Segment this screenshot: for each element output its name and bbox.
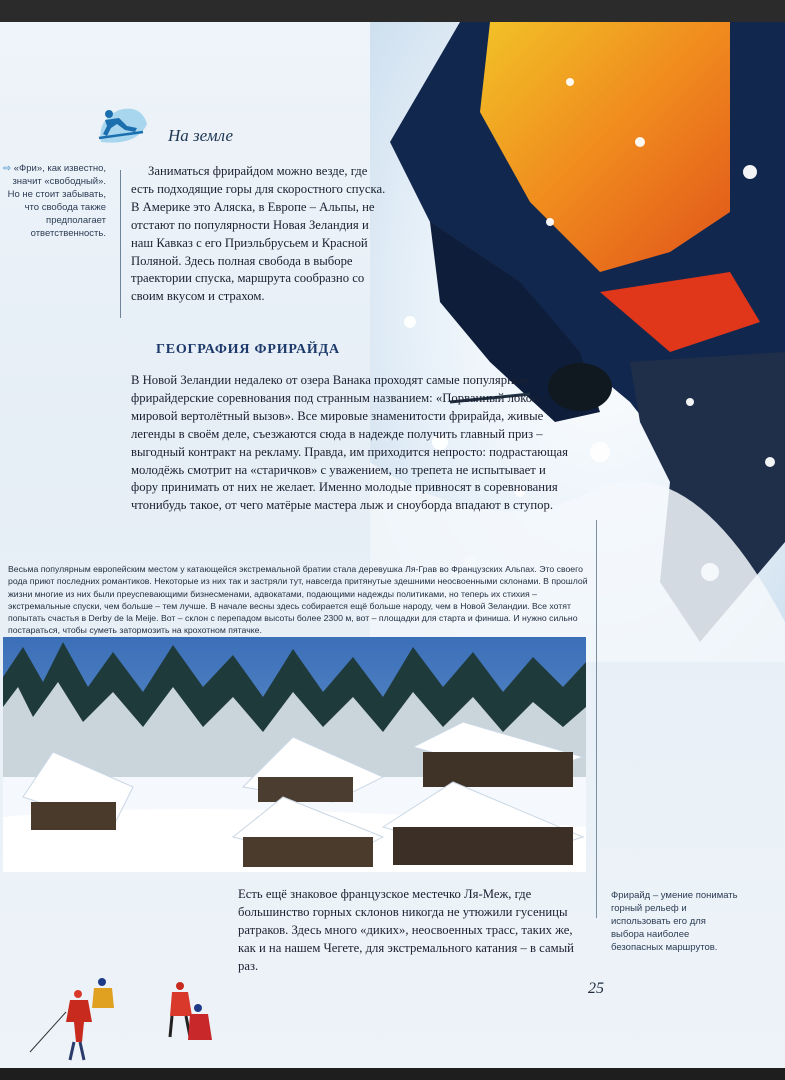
geo-paragraph: В Новой Зеландии недалеко от озера Ванака проходят самые популярные фрирайдерские соревнования под странным названием: «Порванный локон – мировой вертолётный вызов». Все мировые знаменитости фрирайда, живые легенды в своём деле, съезжаются сюда в надежде получить главный приз – выгодный контракт на рекламу. Правда, им приходится непросто: подрастающая молодёжь смотрит на «старичков» с уважением, но трепета не испытывает и фору принимать от них не желает. Именно молодые привносят в соревнования чтонибудь такое, от чего матёрые мастера лыж и сноуборда впадают в ступор. — [131, 373, 569, 513]
column-rule — [596, 520, 597, 918]
caption-paragraph: Весьма популярным европейским местом у катающейся экстремальной братии стала деревушка Ля-Грав во Французских Альпах. Это своего рода приют последних романтиков. Некоторые из них так и застряли тут, навсегда притянутые здешними неосвоенными склонами. В прошлой жизни многие из них были преуспевающими бизнесменами, адвокатами, подающими надежды политиками, но теперь их стихия – экстремальные спуски, чем больше – тем лучше. В начале весны здесь собирается ещё больше народу, чем в Новой Зеландии. Все хотят попытать счастья в Derby de la Meije. Вот – склон с перепадом высоты более 2300 м, вот – площадки для старта и финиша. И нужно сильно постараться, чтобы суметь затормозить на крохотном пятачке. — [8, 564, 588, 636]
village-photo — [3, 637, 586, 872]
page-number: 25 — [588, 980, 604, 997]
bottom-paragraph: Есть ещё знаковое французское местечко Ля-Меж, где большинство горных склонов никогда не утюжили гусеницы ратраков. Здесь много «диких», неосвоенных трасс, таких же, как и на нашем Чегете, для экстремального катания – в самый раз. — [238, 887, 574, 973]
skiers-photo — [0, 942, 240, 1068]
margin-rule — [120, 170, 121, 318]
scan-top-border — [0, 0, 785, 22]
sidenote-right: Фрирайд – умение понимать горный рельеф и использовать его для выбора наиболее безопасных маршрутов. — [611, 890, 738, 953]
sidenote-left-text: «Фри», как известно, значит «свободный». Но не стоит забывать, что свобода также предполагает ответственность. — [7, 163, 106, 239]
book-page — [0, 22, 785, 1068]
section-heading: ГЕОГРАФИЯ ФРИРАЙДА — [156, 342, 340, 357]
sidenote-left — [2, 162, 106, 240]
arrow-icon: ⇨ — [3, 163, 12, 174]
scan-bottom-border — [0, 1068, 785, 1080]
section-title: На земле — [168, 126, 234, 145]
skier-icon — [93, 102, 149, 148]
intro-paragraph: Заниматься фрирайдом можно везде, где есть подходящие горы для скоростного спуска. В Америке это Аляска, в Европе – Альпы, не отстают по популярности Новая Зеландия и наш Кавказ с его Приэльбрусьем и Красной Поляной. Здесь полная свобода в выборе траектории спуска, маршрута сообразно со своим вкусом и страхом. — [131, 164, 386, 304]
